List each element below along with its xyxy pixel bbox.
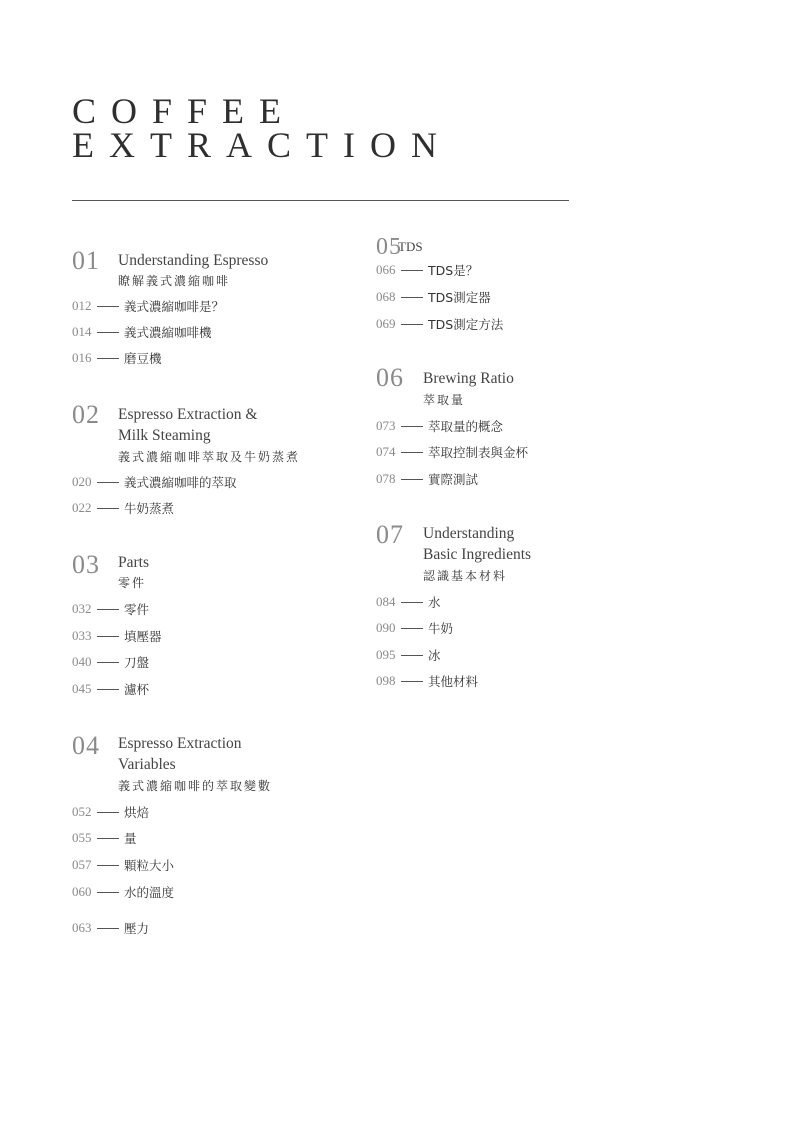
- entry-label: TDS測定器: [428, 290, 491, 305]
- section-subtitle: 義式濃縮咖啡的萃取變數: [118, 779, 273, 793]
- entry-label: 冰: [428, 648, 441, 663]
- page-number: 090: [376, 620, 396, 635]
- toc-entry[interactable]: [376, 592, 441, 612]
- toc-entry[interactable]: [376, 469, 478, 489]
- toc-entry[interactable]: [72, 918, 149, 938]
- leader-line: [97, 892, 119, 893]
- section-number: 07: [376, 520, 404, 549]
- page-number: 020: [72, 474, 92, 489]
- leader-line: [97, 662, 119, 663]
- leader-line: [97, 332, 119, 333]
- leader-line: [97, 609, 119, 610]
- section-title: Brewing Ratio: [423, 370, 514, 387]
- leader-line: [401, 297, 423, 298]
- entry-label: 牛奶: [428, 621, 454, 636]
- title-divider: [72, 200, 569, 201]
- leader-line: [401, 452, 423, 453]
- section-title: Espresso Extraction &: [118, 406, 258, 423]
- leader-line: [97, 838, 119, 839]
- page-number: 060: [72, 884, 92, 899]
- entry-label: 水的溫度: [124, 885, 175, 900]
- toc-entry[interactable]: [376, 671, 478, 691]
- leader-line: [97, 358, 119, 359]
- leader-line: [401, 324, 423, 325]
- leader-line: [401, 628, 423, 629]
- toc-entry[interactable]: [72, 348, 162, 368]
- entry-label: 萃取控制表與金杯: [428, 445, 529, 460]
- page-number: 022: [72, 500, 92, 515]
- entry-label: 水: [428, 595, 441, 610]
- leader-line: [97, 865, 119, 866]
- toc-entry[interactable]: [376, 645, 441, 665]
- entry-label: 刀盤: [124, 655, 150, 670]
- entry-label: 牛奶蒸煮: [124, 501, 175, 516]
- section-number: 02: [72, 400, 100, 429]
- toc-entry[interactable]: [72, 472, 237, 492]
- section-title-line-2: Basic Ingredients: [423, 546, 532, 563]
- page-number: 073: [376, 418, 396, 433]
- entry-label: 義式濃縮咖啡機: [124, 325, 212, 340]
- toc-entry[interactable]: [72, 679, 149, 699]
- toc-entry[interactable]: [72, 855, 174, 875]
- section-title-line-2: Variables: [118, 756, 176, 773]
- section-number: 04: [72, 731, 100, 760]
- page-number: 032: [72, 601, 92, 616]
- section-subtitle: 萃取量: [423, 393, 466, 407]
- page-number: 095: [376, 647, 396, 662]
- leader-line: [97, 508, 119, 509]
- page-number: 063: [72, 920, 92, 935]
- entry-label: 濾杯: [124, 682, 150, 697]
- toc-entry[interactable]: [376, 442, 528, 462]
- toc-entry[interactable]: [72, 626, 162, 646]
- leader-line: [97, 636, 119, 637]
- leader-line: [401, 681, 423, 682]
- toc-entry[interactable]: [376, 416, 503, 436]
- entry-label: 填壓器: [124, 629, 162, 644]
- toc-entry[interactable]: [72, 652, 149, 672]
- leader-line: [401, 602, 423, 603]
- leader-line: [97, 928, 119, 929]
- entry-label: 顆粒大小: [124, 858, 175, 873]
- entry-label: 義式濃縮咖啡是？: [124, 299, 225, 314]
- leader-line: [401, 270, 423, 271]
- page-number: 068: [376, 289, 396, 304]
- entry-label: 壓力: [124, 921, 150, 936]
- section-number: 03: [72, 550, 100, 579]
- section-title: TDS: [398, 239, 423, 254]
- section-subtitle: 零件: [118, 576, 147, 590]
- leader-line: [97, 689, 119, 690]
- entry-label: 量: [124, 831, 137, 846]
- document-title: [72, 91, 452, 165]
- leader-line: [401, 426, 423, 427]
- toc-entry[interactable]: [72, 322, 212, 342]
- section-subtitle: 義式濃縮咖啡萃取及牛奶蒸煮: [118, 450, 301, 464]
- section-title: Espresso Extraction: [118, 735, 242, 752]
- page-number: 078: [376, 471, 396, 486]
- title-line-1: COFFEE: [72, 91, 297, 131]
- section-title-line-2: Milk Steaming: [118, 427, 211, 444]
- toc-entry[interactable]: [72, 296, 224, 316]
- page-number: 016: [72, 350, 92, 365]
- toc-entry[interactable]: [376, 618, 453, 638]
- page-number: 052: [72, 804, 92, 819]
- entry-label: 實際測試: [428, 472, 479, 487]
- entry-label: TDS測定方法: [428, 317, 504, 332]
- section-title: Understanding: [423, 525, 515, 542]
- section-subtitle: 認識基本材料: [423, 569, 508, 583]
- page-number: 045: [72, 681, 92, 696]
- toc-entry[interactable]: [72, 882, 174, 902]
- page-number: 084: [376, 594, 396, 609]
- section-title: Understanding Espresso: [118, 252, 269, 269]
- page-number: 098: [376, 673, 396, 688]
- page-number: 040: [72, 654, 92, 669]
- leader-line: [97, 306, 119, 307]
- section-number: 05: [376, 234, 402, 260]
- leader-line: [401, 479, 423, 480]
- entry-label: 磨豆機: [124, 351, 162, 366]
- leader-line: [401, 655, 423, 656]
- leader-line: [97, 812, 119, 813]
- section-title: Parts: [118, 554, 149, 571]
- entry-label: 萃取量的概念: [428, 419, 504, 434]
- section-subtitle: 瞭解義式濃縮咖啡: [118, 274, 231, 288]
- leader-line: [97, 482, 119, 483]
- toc-entry[interactable]: [376, 314, 503, 334]
- toc-entry[interactable]: [376, 287, 491, 307]
- toc-entry[interactable]: [72, 599, 149, 619]
- page-number: 057: [72, 857, 92, 872]
- toc-entry[interactable]: [72, 802, 149, 822]
- page-number: 014: [72, 324, 92, 339]
- entry-label: 其他材料: [428, 674, 479, 689]
- page-number: 012: [72, 298, 92, 313]
- section-number: 06: [376, 363, 404, 392]
- entry-label: 零件: [124, 602, 150, 617]
- entry-label: 烘焙: [124, 805, 150, 820]
- toc-entry[interactable]: [72, 828, 137, 848]
- toc-entry[interactable]: [72, 498, 174, 518]
- page-number: 033: [72, 628, 92, 643]
- toc-entry[interactable]: [376, 260, 478, 280]
- entry-label: TDS是？: [428, 263, 479, 278]
- page-number: 055: [72, 830, 92, 845]
- entry-label: 義式濃縮咖啡的萃取: [124, 475, 237, 490]
- title-line-2: EXTRACTION: [72, 125, 452, 165]
- page-number: 069: [376, 316, 396, 331]
- section-number: 01: [72, 246, 100, 275]
- page-number: 074: [376, 444, 396, 459]
- page-number: 066: [376, 262, 396, 277]
